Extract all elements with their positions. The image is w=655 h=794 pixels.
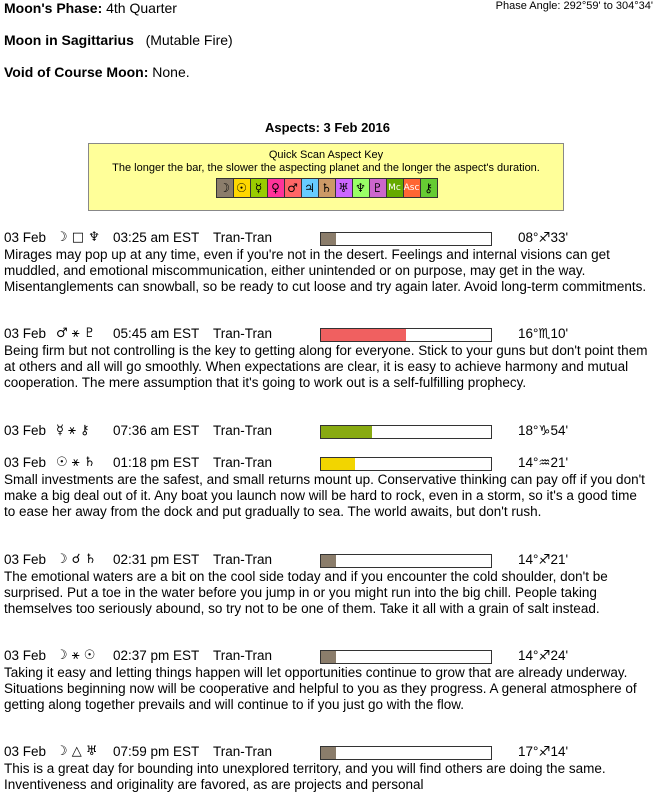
aspect-date: 03 Feb bbox=[4, 326, 47, 341]
aspect-entry bbox=[4, 229, 652, 295]
duration-bar-fill bbox=[321, 555, 336, 567]
aspect-type: Tran-Tran bbox=[213, 552, 273, 567]
aspect-date: 03 Feb bbox=[4, 230, 47, 245]
duration-bar bbox=[320, 746, 492, 760]
aspects-title: Aspects: 3 Feb 2016 bbox=[264, 120, 390, 135]
duration-bar bbox=[320, 328, 492, 342]
aspect-entry bbox=[4, 422, 652, 440]
void-value: None. bbox=[152, 64, 190, 80]
aspect-type: Tran-Tran bbox=[213, 423, 273, 438]
key-glyph-icon: ☽ bbox=[216, 178, 234, 198]
duration-bar bbox=[320, 650, 492, 664]
aspect-entry bbox=[4, 551, 652, 617]
moon-phase-label: Moon's Phase: bbox=[4, 0, 103, 16]
key-glyph-icon: Asc bbox=[403, 178, 421, 198]
aspect-position: 08°♐33' bbox=[518, 230, 569, 245]
moon-sign-label: Moon in Sagittarius bbox=[4, 32, 134, 48]
aspect-position: 14°♐24' bbox=[518, 648, 569, 663]
aspect-type: Tran-Tran bbox=[213, 326, 273, 341]
aspect-type: Tran-Tran bbox=[213, 744, 273, 759]
key-glyph-icon: ☿ bbox=[250, 178, 268, 198]
duration-bar-fill bbox=[321, 458, 355, 470]
key-glyph-icon: ♆ bbox=[352, 178, 370, 198]
phase-angle bbox=[496, 0, 653, 12]
aspect-time: 02:31 pm EST bbox=[113, 552, 200, 567]
aspect-glyphs: ☽ ☌ ♄ bbox=[56, 552, 97, 567]
aspect-date: 03 Feb bbox=[4, 552, 47, 567]
key-glyph-icon: ♀ bbox=[267, 178, 285, 198]
void-label: Void of Course Moon: bbox=[4, 64, 149, 80]
aspect-position: 14°♒21' bbox=[518, 455, 569, 470]
duration-bar-fill bbox=[321, 329, 406, 341]
aspect-description: Small investments are the safest, and small returns mount up. Conservative thinking can pay off if you don't make a big deal out of it. Any boat you launch now will be hard to rock, even in a storm, so it's a good time to ease her away from the dock and put gradually to sea. The world awaits, but don't rush. bbox=[4, 472, 645, 519]
duration-bar bbox=[320, 425, 492, 439]
duration-bar-fill bbox=[321, 651, 336, 663]
key-glyph-icon: ♅ bbox=[335, 178, 353, 198]
aspect-date: 03 Feb bbox=[4, 423, 47, 438]
key-glyph-icon: ♄ bbox=[318, 178, 336, 198]
key-glyph-icon: ♃ bbox=[301, 178, 319, 198]
aspect-time: 07:36 am EST bbox=[113, 423, 200, 438]
aspect-type: Tran-Tran bbox=[213, 230, 273, 245]
aspect-key-title: Quick Scan Aspect Key bbox=[268, 149, 384, 161]
aspect-row bbox=[4, 551, 652, 569]
aspect-key-description: The longer the bar, the slower the aspecting planet and the longer the aspect's duration. bbox=[112, 162, 540, 174]
void-of-course-line bbox=[4, 64, 190, 80]
aspect-glyphs: ☉ ⚹ ♄ bbox=[56, 455, 96, 470]
duration-bar-fill bbox=[321, 233, 336, 245]
aspect-glyphs: ☿ ⚹ ⚷ bbox=[56, 423, 90, 438]
moon-sign-value: (Mutable Fire) bbox=[145, 32, 233, 48]
aspect-type: Tran-Tran bbox=[213, 455, 273, 470]
aspect-glyphs: ☽ △ ♅ bbox=[56, 744, 98, 759]
aspect-description: Being firm but not controlling is the key to getting along for everyone. Stick to your guns but don't point them at others and all will go smoothly. When expectations are clear, it is easy to achieve harmony and mutual cooperation. The mere assumption that it's going to work out is a self-fulfilling prophecy. bbox=[4, 343, 648, 390]
moon-phase-value: 4th Quarter bbox=[106, 0, 177, 16]
duration-bar bbox=[320, 232, 492, 246]
aspect-position: 18°♑54' bbox=[518, 423, 569, 438]
moon-phase-line bbox=[4, 0, 177, 16]
aspect-row bbox=[4, 454, 652, 472]
duration-bar bbox=[320, 457, 492, 471]
aspect-date: 03 Feb bbox=[4, 648, 47, 663]
aspect-row bbox=[4, 325, 652, 343]
aspect-type: Tran-Tran bbox=[213, 648, 273, 663]
key-glyph-icon: ⚷ bbox=[420, 178, 438, 198]
moon-sign-line bbox=[4, 32, 233, 48]
aspect-key-glyphs bbox=[216, 178, 437, 198]
aspect-key-box bbox=[88, 143, 564, 211]
aspect-entry bbox=[4, 647, 652, 713]
aspect-row bbox=[4, 422, 652, 440]
duration-bar bbox=[320, 554, 492, 568]
aspect-row bbox=[4, 647, 652, 665]
key-glyph-icon: ☉ bbox=[233, 178, 251, 198]
aspect-glyphs: ♂ ⚹ ♇ bbox=[56, 326, 96, 341]
aspect-time: 05:45 am EST bbox=[113, 326, 200, 341]
aspect-row bbox=[4, 743, 652, 761]
aspect-time: 03:25 am EST bbox=[113, 230, 200, 245]
aspect-description: The emotional waters are a bit on the cool side today and if you encounter the cold shoulder, don't be surprised. Put a toe in the water before you jump in or you might run into the big chill. People taking themselves too seriously abound, so try not to be one of them. Take it all with a grain of salt instead. bbox=[4, 569, 608, 616]
aspect-description: Mirages may pop up at any time, even if you're not in the desert. Feelings and internal visions can get muddled, and emotional miscommunication, either unintended or on purpose, may get in the way. Misentanglements can snowball, so be ready to cut loose and try again later. Avoid long-term commitments. bbox=[4, 247, 647, 294]
aspect-description: Taking it easy and letting things happen will let opportunities continue to grow that are already underway. Situations beginning now will be cooperative and helpful to you as they progress. A general atmosphere of getting along together prevails and will continue to if you just go with the flow. bbox=[4, 665, 637, 712]
aspect-date: 03 Feb bbox=[4, 455, 47, 470]
aspect-description: This is a great day for bounding into unexplored territory, and you will find others are doing the same. Inventiveness and originality are favored, as are projects and personal bbox=[4, 761, 606, 792]
aspect-entry bbox=[4, 743, 652, 793]
aspect-position: 16°♏10' bbox=[518, 326, 569, 341]
aspect-glyphs: ☽ ⚹ ☉ bbox=[56, 648, 96, 663]
duration-bar-fill bbox=[321, 426, 372, 438]
aspect-position: 14°♐21' bbox=[518, 552, 569, 567]
aspect-glyphs: ☽ □ ♆ bbox=[56, 230, 100, 245]
aspect-time: 02:37 pm EST bbox=[113, 648, 200, 663]
aspect-time: 01:18 pm EST bbox=[113, 455, 200, 470]
aspect-time: 07:59 pm EST bbox=[113, 744, 200, 759]
aspect-entry bbox=[4, 454, 652, 520]
aspect-date: 03 Feb bbox=[4, 744, 47, 759]
aspect-row bbox=[4, 229, 652, 247]
phase-angle-value: 292°59' to 304°34' bbox=[563, 0, 653, 12]
key-glyph-icon: ♇ bbox=[369, 178, 387, 198]
key-glyph-icon: ♂ bbox=[284, 178, 302, 198]
phase-angle-label: Phase Angle: bbox=[495, 0, 561, 12]
aspect-entry bbox=[4, 325, 652, 391]
duration-bar-fill bbox=[321, 747, 336, 759]
key-glyph-icon: Mc bbox=[386, 178, 404, 198]
aspect-position: 17°♐14' bbox=[518, 744, 569, 759]
